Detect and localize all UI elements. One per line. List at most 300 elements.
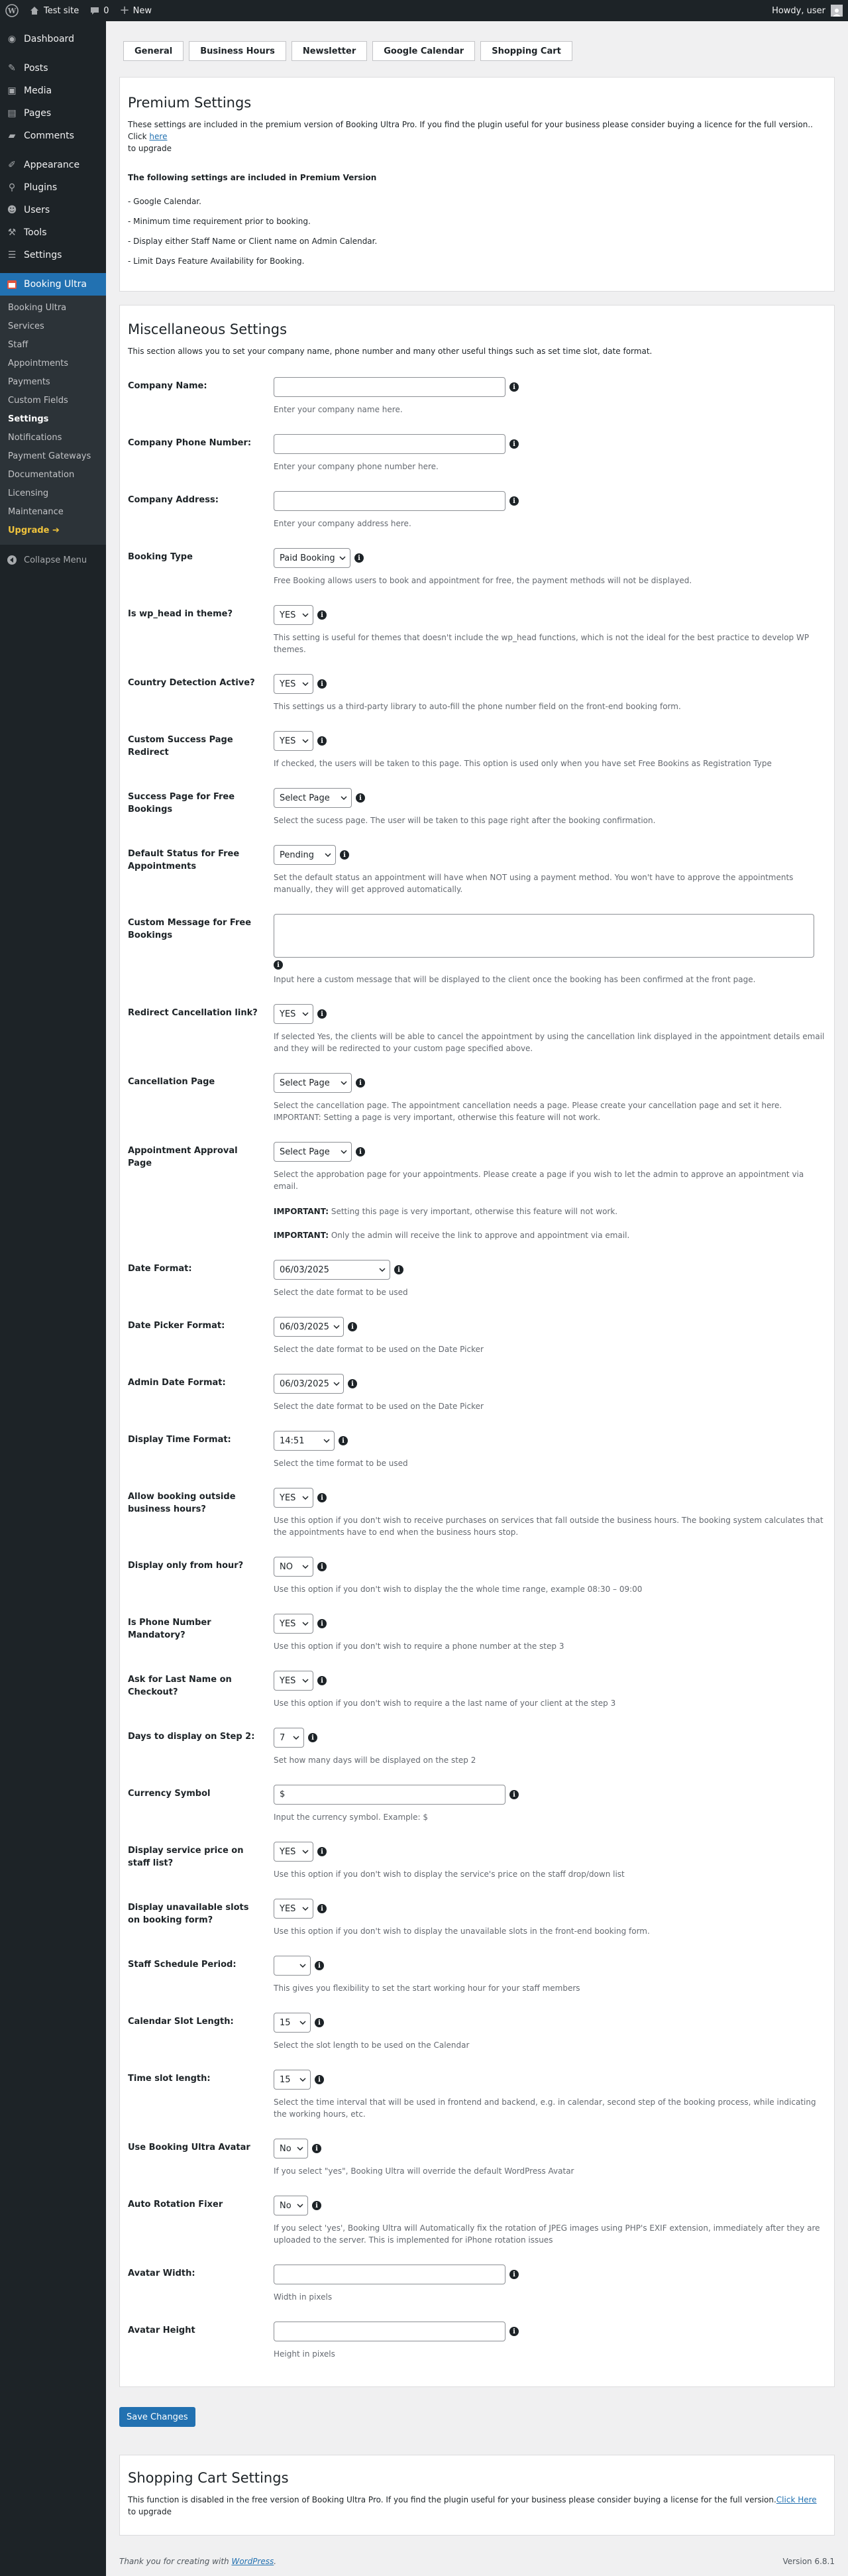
field-hint: Enter your company name here.	[274, 405, 403, 414]
field-label: Custom Message for Free Bookings	[128, 918, 252, 940]
submenu-appointments[interactable]: Appointments	[8, 359, 69, 368]
field-label: Date Format:	[128, 1264, 192, 1274]
field-hint: Use this option if you don't wish to require a the last name of your client at the step 3	[274, 1699, 616, 1708]
home-icon	[29, 5, 40, 16]
row-custom-message	[128, 914, 826, 985]
field-label: Success Page for Free Bookings	[128, 792, 235, 814]
field-hint: Use this option if you don't wish to display the unavailable slots in the front-end booking form.	[274, 1927, 650, 1936]
select-value: YES	[280, 679, 296, 689]
important-label: IMPORTANT:	[274, 1231, 329, 1240]
premium-subtitle: The following settings are included in Premium Version	[128, 173, 377, 182]
chevron-down-icon	[302, 682, 309, 686]
cart-desc-text: This function is disabled in the free version of Booking Ultra Pro. If you find the plugin useful for your business please consider buying a license for the full version.	[128, 2495, 776, 2504]
booking-ultra-submenu	[0, 296, 106, 545]
field-label: Booking Type	[128, 552, 193, 562]
chevron-down-icon	[299, 1964, 306, 1968]
last-name-select[interactable]	[274, 1671, 313, 1691]
info-icon[interactable]: i	[509, 439, 519, 449]
field-hint: Select the time interval that will be used in frontend and backend, e.g. in calendar, second step of the booking process, while indicating the working hours, etc.	[274, 2098, 816, 2119]
field-label: Company Address:	[128, 495, 219, 505]
wp-head-select[interactable]	[274, 605, 313, 625]
info-icon[interactable]: i	[317, 1009, 327, 1019]
select-value: 06/03/2025	[280, 1378, 329, 1389]
field-hint: If you select "yes", Booking Ultra will override the default WordPress Avatar	[274, 2166, 574, 2176]
chevron-down-icon	[323, 1439, 330, 1443]
info-icon[interactable]: i	[317, 1904, 327, 1913]
select-value: No	[280, 2143, 292, 2154]
info-icon[interactable]: i	[509, 2270, 519, 2279]
field-label: Auto Rotation Fixer	[128, 2200, 223, 2210]
plus-icon: +	[119, 3, 130, 17]
chevron-down-icon	[302, 613, 309, 617]
custom-message-textarea[interactable]	[274, 914, 814, 958]
howdy-text: Howdy, user	[772, 5, 825, 16]
tab-business-hours[interactable]: Business Hours	[189, 41, 286, 61]
new-content-link[interactable]	[115, 0, 157, 21]
comments-link[interactable]	[84, 0, 114, 21]
save-changes-button[interactable]: Save Changes	[119, 2407, 195, 2427]
row-currency	[128, 1785, 826, 1823]
footer-thanks-text: Thank you for creating with	[119, 2557, 232, 2566]
date-format-select[interactable]	[274, 1260, 390, 1280]
field-hint: Input the currency symbol. Example: $	[274, 1813, 429, 1822]
chevron-down-icon	[302, 1496, 309, 1500]
row-admin-date-format	[128, 1374, 826, 1412]
wordpress-logo-icon[interactable]	[0, 0, 24, 21]
info-icon[interactable]: i	[509, 2327, 519, 2336]
days-step2-select[interactable]	[274, 1728, 304, 1748]
info-icon[interactable]: i	[339, 1436, 348, 1445]
submenu-payment-gateways[interactable]: Payment Gateways	[8, 451, 91, 461]
wordpress-link[interactable]: WordPress	[231, 2557, 274, 2566]
row-phone-mandatory	[128, 1614, 826, 1652]
main-content	[119, 21, 835, 2536]
default-status-select[interactable]	[274, 845, 336, 865]
row-from-hour	[128, 1557, 826, 1595]
field-label: Date Picker Format:	[128, 1321, 225, 1331]
row-time-format	[128, 1431, 826, 1469]
select-value: Paid Booking	[280, 553, 335, 563]
field-hint: Width in pixels	[274, 2292, 333, 2302]
row-avatar-use	[128, 2139, 826, 2177]
chevron-down-icon	[341, 796, 347, 800]
menu-appearance[interactable]	[0, 154, 106, 176]
hint-text-important: IMPORTANT: Setting a page is very important, otherwise this feature will not work.	[274, 1113, 601, 1122]
field-label: Country Detection Active?	[128, 678, 255, 688]
row-time-slot	[128, 2070, 826, 2120]
info-icon[interactable]: i	[354, 553, 364, 563]
hint-text: Select the cancellation page. The appointment cancellation needs a page. Please create your cancellation page and set it here.	[274, 1101, 782, 1110]
shopping-cart-panel	[119, 2455, 835, 2536]
important-text: Setting this page is very important, otherwise this feature will not work.	[329, 1207, 618, 1216]
row-booking-type	[128, 548, 826, 587]
chevron-down-icon	[297, 2204, 303, 2208]
info-icon[interactable]: i	[317, 610, 327, 620]
row-company-name	[128, 377, 826, 416]
info-icon[interactable]: i	[312, 2201, 321, 2210]
time-format-select[interactable]	[274, 1431, 335, 1451]
chevron-down-icon	[333, 1325, 340, 1329]
field-label: Avatar Width:	[128, 2268, 195, 2278]
row-company-address	[128, 491, 826, 530]
field-hint: Input here a custom message that will be displayed to the client once the booking has been confirmed at the front page.	[274, 975, 756, 984]
field-label: Is Phone Number Mandatory?	[128, 1618, 211, 1640]
row-success-page	[128, 788, 826, 826]
select-value: 15	[280, 2017, 291, 2028]
select-value: Select Page	[280, 1078, 330, 1088]
info-icon[interactable]: i	[317, 736, 327, 746]
chevron-down-icon	[293, 1736, 299, 1740]
cart-upgrade-link[interactable]: Click Here	[776, 2495, 817, 2504]
calendar-icon	[5, 278, 19, 291]
submenu-documentation[interactable]: Documentation	[8, 470, 75, 480]
submenu-upgrade[interactable]: Upgrade ➔	[8, 526, 60, 535]
company-phone-input[interactable]	[274, 434, 505, 454]
success-page-select[interactable]	[274, 788, 352, 808]
collapse-icon	[5, 553, 19, 567]
row-auto-rotation	[128, 2196, 826, 2246]
cart-description	[128, 2494, 826, 2518]
field-label: Default Status for Free Appointments	[128, 849, 240, 871]
field-label: Display unavailable slots on booking form?	[128, 1903, 249, 1925]
row-avatar-width	[128, 2265, 826, 2303]
chevron-down-icon	[341, 1150, 347, 1154]
field-hint: Use this option if you don't wish to require a phone number at the step 3	[274, 1642, 564, 1651]
row-service-price	[128, 1842, 826, 1880]
page-icon: ▤	[7, 108, 17, 119]
info-icon[interactable]: i	[356, 1078, 365, 1088]
premium-upgrade-link[interactable]: here	[149, 132, 168, 141]
time-slot-select[interactable]	[274, 2070, 311, 2090]
select-value: YES	[280, 1675, 296, 1686]
menu-comments[interactable]	[0, 125, 106, 147]
dashboard-icon: ◉	[7, 34, 17, 44]
menu-media[interactable]	[0, 80, 106, 102]
premium-description	[128, 119, 826, 154]
chevron-down-icon	[379, 1268, 386, 1272]
field-label: Redirect Cancellation link?	[128, 1008, 258, 1018]
auto-rotation-select[interactable]	[274, 2196, 308, 2215]
unavailable-slots-select[interactable]	[274, 1899, 313, 1919]
info-icon[interactable]: i	[317, 1562, 327, 1571]
menu-settings[interactable]	[0, 244, 106, 266]
calendar-slot-select[interactable]	[274, 2013, 311, 2033]
brush-icon: ✐	[8, 160, 16, 170]
chevron-down-icon	[333, 1382, 340, 1386]
field-hint: Use this option if you don't wish to receive purchases on services that fall outside the business hours. The booking system calculates that the appointments have to end when the business hours stop.	[274, 1516, 823, 1537]
row-staff-schedule	[128, 1956, 826, 1994]
menu-label: Media	[24, 85, 52, 96]
avatar-use-select[interactable]	[274, 2139, 308, 2158]
field-label: Company Name:	[128, 381, 207, 391]
from-hour-select[interactable]	[274, 1557, 313, 1577]
field-hint: This gives you flexibility to set the start working hour for your staff members	[274, 1984, 580, 1993]
info-icon[interactable]: i	[394, 1265, 403, 1274]
menu-posts[interactable]	[0, 57, 106, 80]
site-name: Test site	[44, 5, 80, 16]
premium-feature-item: - Limit Days Feature Availability for Booking.	[128, 256, 305, 266]
menu-label: Settings	[24, 250, 62, 260]
field-hint: Set how many days will be displayed on the step 2	[274, 1756, 476, 1765]
comment-icon: ▰	[8, 131, 16, 141]
chevron-down-icon	[302, 1907, 309, 1911]
media-icon: ▣	[7, 85, 17, 96]
info-icon[interactable]: i	[317, 1676, 327, 1685]
premium-feature-item: - Google Calendar.	[128, 197, 201, 206]
submenu-booking-ultra[interactable]: Booking Ultra	[8, 303, 67, 313]
tab-newsletter[interactable]: Newsletter	[292, 41, 367, 61]
tab-shopping-cart[interactable]: Shopping Cart	[480, 41, 572, 61]
field-hint: Enter your company phone number here.	[274, 462, 439, 471]
info-icon[interactable]: i	[348, 1379, 357, 1388]
field-label: Admin Date Format:	[128, 1378, 226, 1388]
info-icon[interactable]: i	[308, 1733, 317, 1742]
select-value: NO	[280, 1561, 293, 1572]
sliders-icon: ☰	[7, 250, 17, 260]
chevron-down-icon	[339, 556, 346, 560]
premium-feature-item: - Minimum time requirement prior to booking.	[128, 217, 311, 226]
menu-tools[interactable]	[0, 221, 106, 244]
info-icon[interactable]: i	[356, 793, 365, 803]
submenu-notifications[interactable]: Notifications	[8, 433, 62, 443]
menu-users[interactable]	[0, 199, 106, 221]
footer-version: Version 6.8.1	[782, 2557, 835, 2566]
submenu-maintenance[interactable]: Maintenance	[8, 507, 64, 517]
comment-icon	[89, 5, 100, 16]
field-hint: Use this option if you don't wish to display the the whole time range, example 08:30 – 09:00	[274, 1585, 643, 1594]
menu-label: Plugins	[24, 182, 58, 193]
chevron-down-icon	[299, 2021, 306, 2025]
row-date-picker-format	[128, 1317, 826, 1355]
field-label: Ask for Last Name on Checkout?	[128, 1675, 232, 1697]
company-name-input[interactable]	[274, 377, 505, 397]
row-country-detection	[128, 674, 826, 712]
menu-plugins[interactable]	[0, 176, 106, 199]
collapse-menu-button[interactable]	[0, 549, 106, 571]
my-account-link[interactable]	[767, 0, 848, 21]
field-hint: Select the date format to be used on the Date Picker	[274, 1402, 484, 1411]
info-icon[interactable]: i	[356, 1147, 365, 1156]
premium-desc-end: to upgrade	[128, 144, 172, 153]
menu-booking-ultra[interactable]	[0, 273, 106, 296]
select-value: YES	[280, 610, 296, 620]
premium-desc-text: These settings are included in the premium version of Booking Ultra Pro. If you find the plugin useful for your business please consider buying a licence for the full version.. Click	[128, 120, 813, 141]
info-icon[interactable]: i	[317, 1847, 327, 1856]
select-value: Select Page	[280, 793, 330, 803]
field-hint: Free Booking allows users to book and appointment for free, the payment methods will not be displayed.	[274, 576, 692, 585]
field-hint: Select the time format to be used	[274, 1459, 408, 1468]
submenu-custom-fields[interactable]: Custom Fields	[8, 396, 68, 406]
chevron-down-icon	[302, 1679, 309, 1683]
field-label: Custom Success Page Redirect	[128, 735, 233, 757]
chevron-down-icon	[325, 853, 331, 857]
currency-input[interactable]: $	[274, 1785, 505, 1805]
site-name-link[interactable]	[24, 0, 84, 21]
user-icon: ☻	[7, 205, 17, 215]
date-picker-format-select[interactable]	[274, 1317, 344, 1337]
footer-thanks	[119, 2557, 276, 2566]
info-icon[interactable]: i	[509, 496, 519, 506]
field-hint: Select the date format to be used	[274, 1288, 408, 1297]
field-hint: If checked, the users will be taken to this page. This option is used only when you have set Free Bookins as Registration Type	[274, 759, 772, 768]
misc-description: This section allows you to set your company name, phone number and many other useful things such as set time slot, date format.	[128, 347, 653, 356]
menu-label: Booking Ultra	[24, 279, 87, 290]
approval-page-select[interactable]	[274, 1142, 352, 1162]
info-icon[interactable]: i	[317, 1493, 327, 1502]
chevron-down-icon	[302, 1622, 309, 1626]
select-value: YES	[280, 1618, 296, 1629]
phone-mandatory-select[interactable]	[274, 1614, 313, 1634]
submenu-staff[interactable]: Staff	[8, 340, 28, 350]
field-hint: Select the sucess page. The user will be taken to this page right after the booking confirmation.	[274, 816, 656, 825]
avatar-width-input[interactable]	[274, 2265, 505, 2284]
menu-label: Posts	[24, 63, 48, 74]
chevron-down-icon	[302, 739, 309, 743]
field-label: Use Booking Ultra Avatar	[128, 2143, 250, 2153]
row-calendar-slot	[128, 2013, 826, 2051]
premium-feature-item: - Display either Staff Name or Client name on Admin Calendar.	[128, 237, 378, 246]
field-hint: If selected Yes, the clients will be able to cancel the appointment by using the cancellation link displayed in the appointment details email and they will be redirected to your custom page specified above.	[274, 1032, 825, 1053]
info-icon[interactable]: i	[317, 679, 327, 689]
field-note	[274, 1205, 826, 1217]
select-value: 15	[280, 2074, 291, 2085]
row-date-format	[128, 1260, 826, 1298]
chevron-down-icon	[299, 2078, 306, 2082]
field-label: Display only from hour?	[128, 1561, 244, 1571]
admin-bar	[0, 0, 848, 21]
row-approval-page	[128, 1142, 826, 1241]
menu-dashboard[interactable]	[0, 28, 106, 50]
select-value: YES	[280, 1903, 296, 1914]
select-value: No	[280, 2200, 292, 2211]
info-icon[interactable]: i	[340, 850, 349, 860]
submenu-settings[interactable]: Settings	[8, 414, 49, 424]
cart-desc-end: to upgrade	[128, 2507, 172, 2516]
row-custom-success	[128, 731, 826, 769]
menu-label: Dashboard	[24, 34, 74, 44]
field-label: Avatar Height	[128, 2325, 195, 2335]
menu-label: Pages	[24, 108, 52, 119]
menu-label: Comments	[24, 131, 74, 141]
menu-pages[interactable]	[0, 102, 106, 125]
submenu-payments[interactable]: Payments	[8, 377, 50, 387]
info-icon[interactable]: i	[348, 1322, 357, 1331]
select-value: YES	[280, 736, 296, 746]
field-label: Calendar Slot Length:	[128, 2017, 234, 2027]
company-address-input[interactable]	[274, 491, 505, 511]
field-label: Time slot length:	[128, 2074, 211, 2084]
premium-settings-panel	[119, 77, 835, 292]
info-icon[interactable]: i	[312, 2144, 321, 2153]
field-label: Currency Symbol	[128, 1789, 211, 1799]
field-label: Display service price on staff list?	[128, 1846, 244, 1868]
field-label: Days to display on Step 2:	[128, 1732, 255, 1742]
info-icon[interactable]: i	[315, 2018, 324, 2027]
row-outside-hours	[128, 1488, 826, 1538]
comments-count: 0	[103, 5, 109, 16]
row-avatar-height	[128, 2322, 826, 2360]
important-text: Only the admin will receive the link to approve and appointment via email.	[329, 1231, 630, 1240]
field-hint: Set the default status an appointment will have when NOT using a payment method. You won't have to approve the appointments manually, they will get approved automatically.	[274, 873, 794, 894]
field-hint: Height in pixels	[274, 2349, 335, 2359]
settings-tabs	[123, 41, 835, 61]
redirect-cancel-select[interactable]	[274, 1004, 313, 1024]
field-hint: Enter your company address here.	[274, 519, 411, 528]
avatar	[831, 5, 843, 17]
row-cancel-page	[128, 1073, 826, 1123]
field-note	[274, 1229, 826, 1241]
info-icon[interactable]: i	[509, 382, 519, 392]
field-hint: Use this option if you don't wish to display the service's price on the staff drop/down list	[274, 1870, 625, 1879]
info-icon[interactable]: i	[315, 1961, 324, 1970]
plugin-icon: ⚲	[8, 182, 16, 193]
info-icon[interactable]: i	[315, 2075, 324, 2084]
select-value: 06/03/2025	[280, 1321, 329, 1332]
outside-hours-select[interactable]	[274, 1488, 313, 1508]
select-value: Select Page	[280, 1147, 330, 1157]
chevron-down-icon	[302, 1012, 309, 1016]
collapse-label: Collapse Menu	[24, 555, 87, 565]
custom-success-select[interactable]	[274, 731, 313, 751]
service-price-select[interactable]	[274, 1842, 313, 1862]
select-value: Pending	[280, 850, 314, 860]
field-label: Cancellation Page	[128, 1077, 215, 1087]
cart-title: Shopping Cart Settings	[128, 2470, 289, 2486]
field-label: Appointment Approval Page	[128, 1146, 238, 1168]
field-hint: Select the slot length to be used on the Calendar	[274, 2041, 470, 2050]
submenu-licensing[interactable]: Licensing	[8, 488, 49, 498]
field-label: Allow booking outside business hours?	[128, 1492, 236, 1514]
row-wp-head	[128, 605, 826, 655]
field-label: Is wp_head in theme?	[128, 609, 233, 619]
submenu-services[interactable]: Services	[8, 321, 44, 331]
avatar-height-input[interactable]	[274, 2322, 505, 2341]
field-hint: This settings us a third-party library to auto-fill the phone number field on the front-end booking form.	[274, 702, 681, 711]
staff-schedule-select[interactable]	[274, 1956, 311, 1976]
new-label: New	[132, 5, 152, 16]
field-hint: This setting is useful for themes that doesn't include the wp_head functions, which is not the ideal for the best practice to develop WP themes.	[274, 633, 810, 654]
select-value: YES	[280, 1009, 296, 1019]
premium-title: Premium Settings	[128, 95, 252, 111]
pin-icon: ✎	[8, 63, 16, 74]
row-days-step2	[128, 1728, 826, 1766]
field-label: Staff Schedule Period:	[128, 1960, 237, 1970]
row-unavailable-slots	[128, 1899, 826, 1937]
admin-sidebar	[0, 21, 106, 2576]
select-value: YES	[280, 1492, 296, 1503]
admin-date-format-select[interactable]	[274, 1374, 344, 1394]
info-icon[interactable]: i	[509, 1790, 519, 1799]
tab-general[interactable]: General	[123, 41, 184, 61]
field-hint: If you select 'yes', Booking Ultra will Automatically fix the rotation of JPEG images using PHP's EXIF extension, immediately after they are uploaded to the server. This is implemented for iPhone rotation issues	[274, 2223, 820, 2245]
misc-title: Miscellaneous Settings	[128, 321, 288, 337]
booking-type-select[interactable]	[274, 548, 350, 568]
info-icon[interactable]: i	[317, 1619, 327, 1628]
row-company-phone	[128, 434, 826, 473]
field-label: Display Time Format:	[128, 1435, 231, 1445]
chevron-down-icon	[302, 1565, 309, 1569]
country-detection-select[interactable]	[274, 674, 313, 694]
admin-footer	[119, 2557, 835, 2566]
svg-text:W: W	[7, 7, 17, 15]
footer-period: .	[274, 2557, 277, 2566]
cancel-page-select[interactable]	[274, 1073, 352, 1093]
chevron-down-icon	[302, 1850, 309, 1854]
row-last-name	[128, 1671, 826, 1709]
tab-google-calendar[interactable]: Google Calendar	[372, 41, 475, 61]
info-icon[interactable]: i	[274, 960, 283, 970]
menu-label: Tools	[24, 227, 47, 238]
